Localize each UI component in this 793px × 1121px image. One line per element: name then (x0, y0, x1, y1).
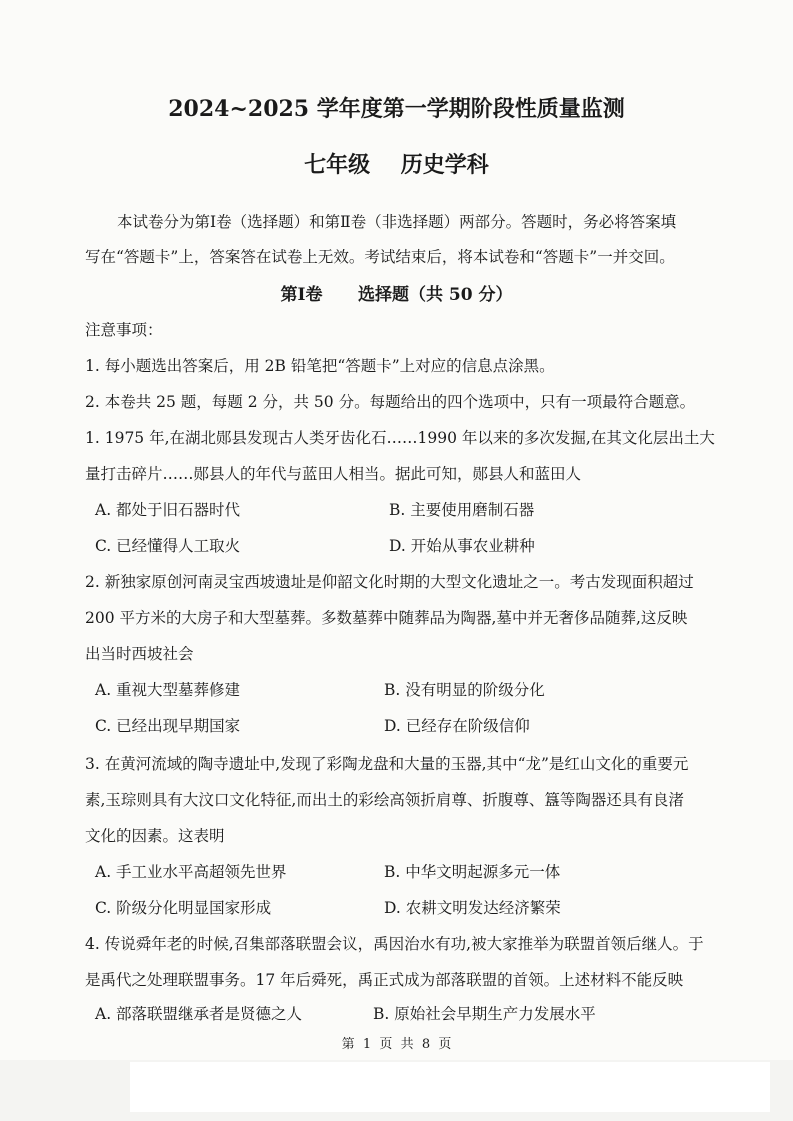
q2-option-b: B. 没有明显的阶级分化 (384, 681, 545, 699)
q3-option-c: C. 阶级分化明显国家形成 (95, 899, 272, 917)
q3-option-b: B. 中华文明起源多元一体 (384, 863, 561, 881)
intro-line-1: 本试卷分为第Ⅰ卷（选择题）和第Ⅱ卷（非选择题）两部分。答题时，务必将答案填 (117, 213, 677, 231)
q4-line-2: 是禹代之处理联盟事务。17 年后舜死，禹正式成为部落联盟的首领。上述材料不能反映 (85, 971, 684, 989)
q3-line-1: 3. 在黄河流域的陶寺遗址中,发现了彩陶龙盘和大量的玉器,其中“龙”是红山文化的重要元 (85, 755, 689, 773)
q3-option-d: D. 农耕文明发达经济繁荣 (384, 899, 561, 917)
page-number: 第 1 页 共 8 页 (341, 1037, 452, 1052)
q2-option-d: D. 已经存在阶级信仰 (384, 717, 530, 735)
q1-option-d: D. 开始从事农业耕种 (389, 537, 535, 555)
q3-option-a: A. 手工业水平高超领先世界 (95, 863, 287, 881)
q1-line-1: 1. 1975 年,在湖北郧县发现古人类牙齿化石……1990 年以来的多次发掘,在其文化层出土大 (85, 429, 715, 447)
exam-title: 2024~2025 学年度第一学期阶段性质量监测 (168, 96, 625, 122)
q2-line-1: 2. 新独家原创河南灵宝西坡遗址是仰韶文化时期的大型文化遗址之一。考古发现面积超过 (85, 573, 694, 591)
q3-line-3: 文化的因素。这表明 (85, 827, 225, 845)
scan-margin (130, 1062, 770, 1112)
notes-item-2: 2. 本卷共 25 题，每题 2 分，共 50 分。每题给出的四个选项中，只有一项最符合题意。 (85, 393, 696, 411)
notes-item-1: 1. 每小题选出答案后，用 2B 铅笔把“答题卡”上对应的信息点涂黑。 (85, 357, 555, 375)
q1-option-a: A. 都处于旧石器时代 (95, 501, 241, 519)
q2-line-2: 200 平方米的大房子和大型墓葬。多数墓葬中随葬品为陶器,墓中并无奢侈品随葬,这反映 (85, 609, 688, 627)
q4-option-a: A. 部落联盟继承者是贤德之人 (95, 1005, 303, 1023)
q3-line-2: 素,玉琮则具有大汶口文化特征,而出土的彩绘高领折肩尊、折腹尊、簋等陶器还具有良渚 (85, 791, 684, 809)
q2-line-3: 出当时西坡社会 (85, 645, 194, 663)
q2-option-a: A. 重视大型墓葬修建 (95, 681, 241, 699)
q4-line-1: 4. 传说舜年老的时候,召集部落联盟会议，禹因治水有功,被大家推举为联盟首领后继人。于 (85, 935, 704, 953)
section-title: 第Ⅰ卷 选择题（共 50 分） (280, 285, 513, 305)
q1-option-c: C. 已经懂得人工取火 (95, 537, 241, 555)
q4-option-b: B. 原始社会早期生产力发展水平 (373, 1005, 596, 1023)
intro-line-2: 写在“答题卡”上，答案答在试卷上无效。考试结束后，将本试卷和“答题卡”一并交回。 (85, 248, 675, 266)
q2-option-c: C. 已经出现早期国家 (95, 717, 241, 735)
notes-heading: 注意事项： (85, 321, 163, 339)
q1-line-2: 量打击碎片……郧县人的年代与蓝田人相当。据此可知，郧县人和蓝田人 (85, 465, 582, 483)
q1-option-b: B. 主要使用磨制石器 (389, 501, 535, 519)
exam-subtitle: 七年级 历史学科 (304, 152, 489, 178)
